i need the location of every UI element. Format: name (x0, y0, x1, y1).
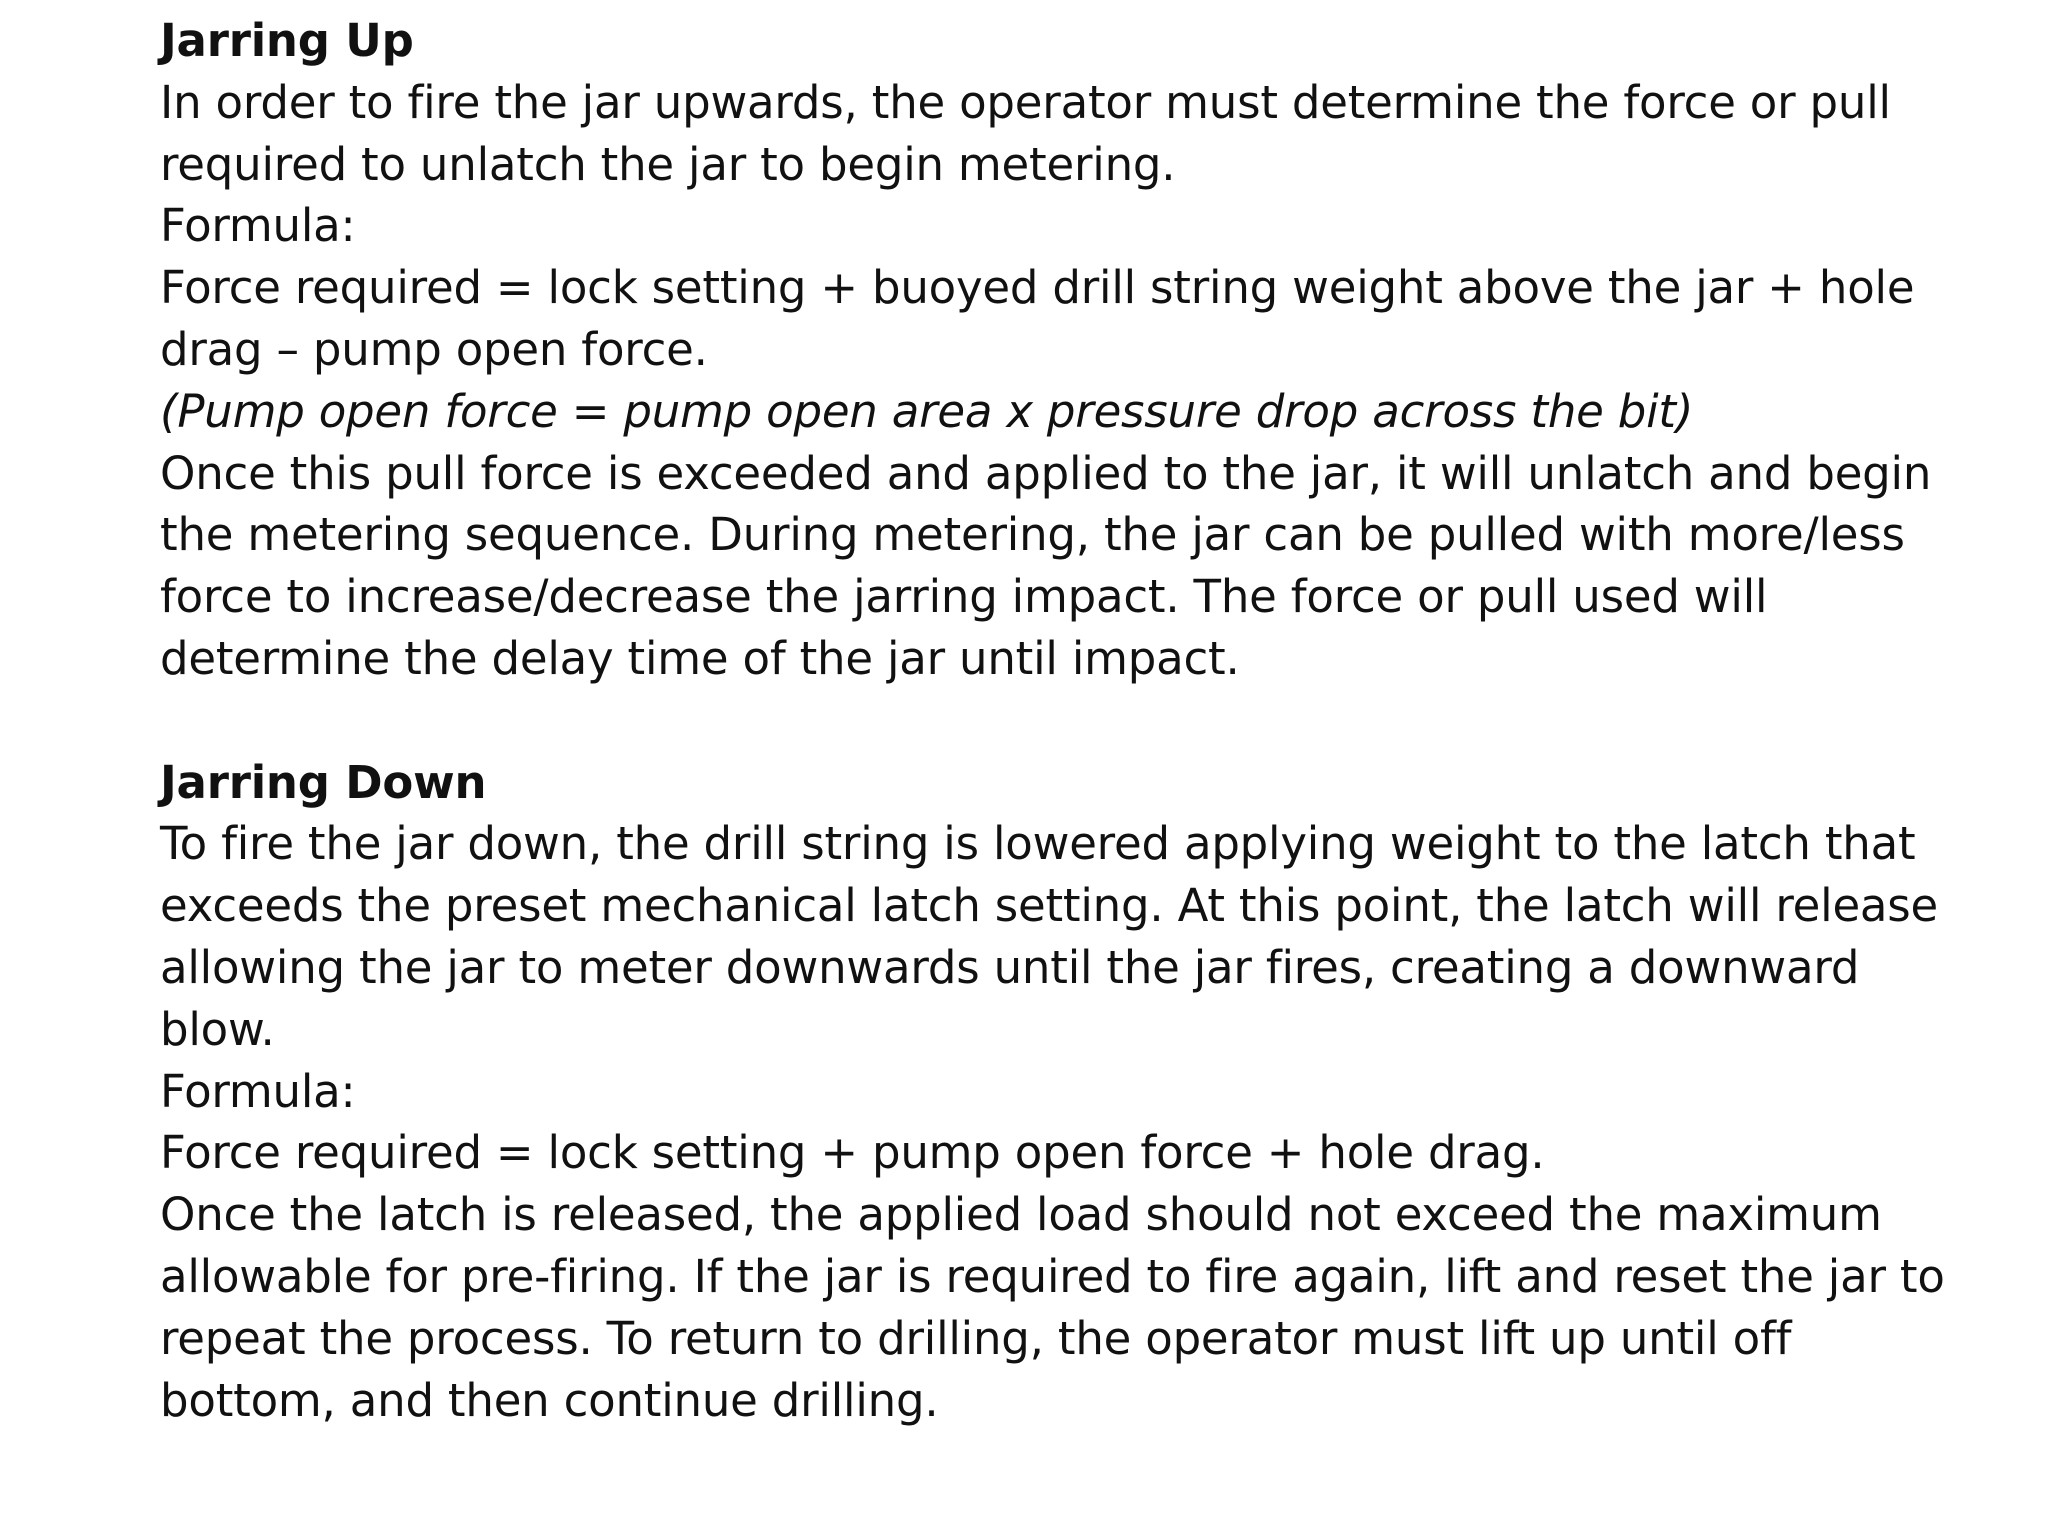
formula-line: Force required = lock setting + buoyed drill string weight above the jar + hole (160, 261, 1915, 315)
pump-open-force-note: (Pump open force = pump open area x pressure drop across the bit) (160, 384, 1694, 438)
text-line: In order to fire the jar upwards, the operator must determine the force or pull (160, 75, 1891, 129)
text-line: force to increase/decrease the jarring impact. The force or pull used will (160, 570, 1768, 624)
text-line: blow. (160, 1002, 275, 1056)
formula-label: Formula: (160, 1064, 356, 1118)
formula-label: Formula: (160, 199, 356, 253)
text-line: the metering sequence. During metering, the jar can be pulled with more/less (160, 508, 1905, 562)
text-line: determine the delay time of the jar until impact. (160, 631, 1240, 685)
text-line: exceeds the preset mechanical latch setting. At this point, the latch will release (160, 879, 1939, 933)
text-line: Once this pull force is exceeded and applied to the jar, it will unlatch and begin (160, 446, 1932, 500)
text-line: allowable for pre-firing. If the jar is required to fire again, lift and reset the jar to (160, 1249, 1945, 1303)
text-line: bottom, and then continue drilling. (160, 1373, 939, 1427)
text-line: To fire the jar down, the drill string is lowered applying weight to the latch that (160, 817, 1916, 871)
text-line: required to unlatch the jar to begin metering. (160, 137, 1176, 191)
heading-jarring-down: Jarring Down (160, 755, 487, 809)
document-body (160, 10, 1945, 1431)
heading-jarring-up: Jarring Up (160, 14, 414, 67)
formula-line: Force required = lock setting + pump open force + hole drag. (160, 1126, 1545, 1180)
section-spacer (160, 690, 1860, 752)
formula-line: drag – pump open force. (160, 322, 708, 376)
text-line: Once the latch is released, the applied load should not exceed the maximum (160, 1188, 1882, 1242)
text-line: allowing the jar to meter downwards until the jar fires, creating a downward (160, 940, 1860, 994)
text-line: repeat the process. To return to drilling, the operator must lift up until off (160, 1311, 1792, 1365)
